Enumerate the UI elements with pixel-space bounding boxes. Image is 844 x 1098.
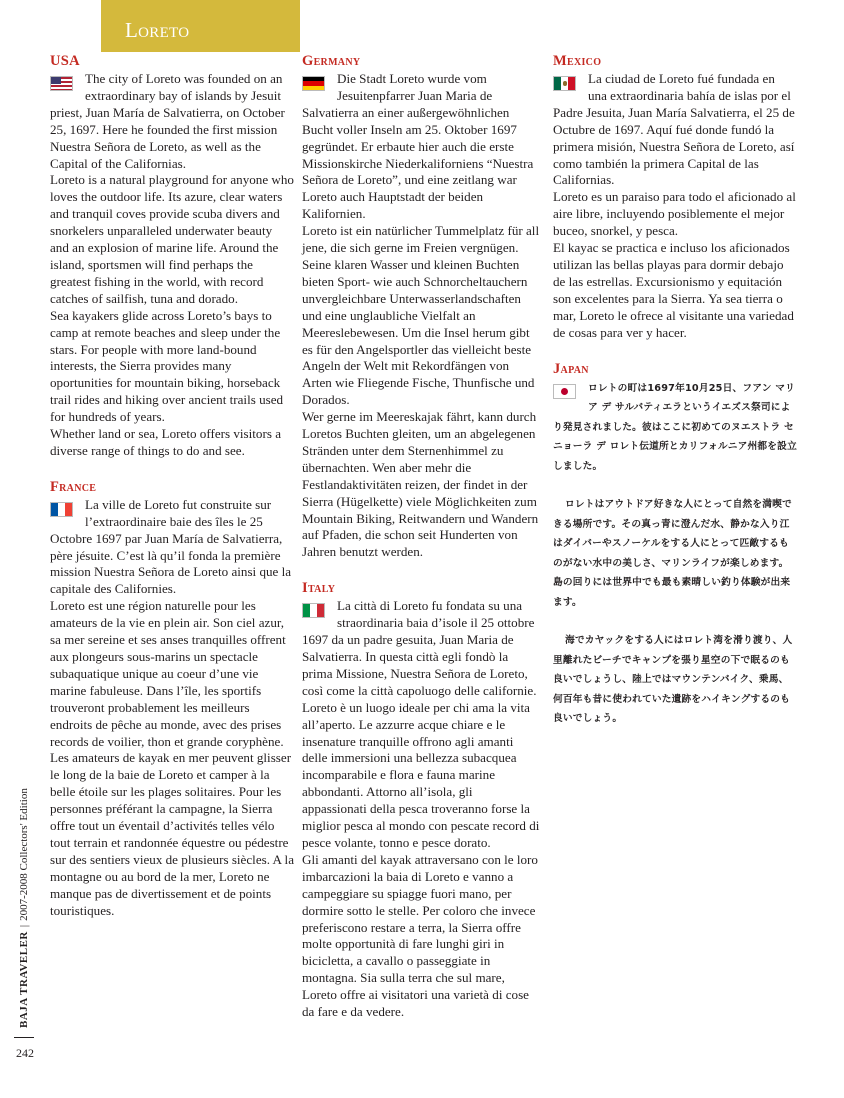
japan-flag-icon bbox=[553, 384, 576, 399]
section-mexico bbox=[553, 52, 797, 342]
magazine-spine bbox=[18, 788, 30, 1028]
germany-flag-icon bbox=[302, 76, 325, 91]
section-italy bbox=[302, 579, 540, 1021]
paragraph: La città di Loreto fu fondata su una straordinaria baia d’isole il 25 ottobre 1697 da un padre gesuita, Juan Maria de Salvatierra. In questa città egli fondò la prima Missione, Nuestra Señora de Loreto, così come la città capoluogo delle californie. bbox=[302, 598, 537, 698]
section-japan bbox=[553, 360, 797, 729]
section-heading-france: France bbox=[50, 478, 97, 495]
france-flag-icon bbox=[50, 502, 73, 517]
paragraph: Sea kayakers glide across Loreto’s bays to camp at remote beaches and sleep under the stars. For people with more land-bound interests, the Sierra provides many oportunities for mountain biking, horseback trail rides and hiking over ancient trails used for hundreds of years. bbox=[50, 307, 284, 425]
paragraph: Loreto ist ein natürlicher Tummelplatz für all jene, die sich gerne im Freien vergnügen. Seine klaren Wasser und kleinen Buchten bieten Sport- wie auch Schnorcheltauchern unvergleichbare Unterwasserlandschaften und eine unglaubliche Vielfalt an Meereslebewesen. Um die Insel herum gibt es für den Angelsportler das vielleicht beste Angeln der Welt mit Rekordfängen von Arten wie Fliegende Fische, Thunfische und Dorados. bbox=[302, 223, 540, 408]
column-right bbox=[553, 52, 797, 747]
section-france bbox=[50, 478, 294, 920]
italy-flag-icon bbox=[302, 603, 325, 618]
us-flag-icon bbox=[50, 76, 73, 91]
paragraph: 海でカヤックをする人にはロレト湾を滑り渡り、人里離れたビーチでキャンプを張り星空の下で眠るのも良いでしょうし、陸上ではマウンテンバイク、乗馬、何百年も昔に使われていた遺跡をハイキングするのも良いでしょう。 bbox=[553, 635, 793, 724]
paragraph: Loreto is a natural playground for anyone who loves the outdoor life. Its azure, clear waters and tranquil coves provide scuba divers and snorkelers unparalleled underwater beauty and an explosion of marine life. Around the island, sportsmen will find perhaps the greatest fishing in the world, with record catches of sailfish, tuna and dorado. bbox=[50, 172, 294, 306]
paragraph: Loreto est une région naturelle pour les amateurs de la vie en plein air. Son ciel azur, sa mer sereine et ses anses tranquilles offrent aux plongeurs sous-marins un spectacle subaquatique unique au coeur d’une vie marine fabuleuse. Dans l’île, les sportifs trouveront probablement les meilleurs endroits de pêche au monde, avec des prises records de voilier, thon et grande coryphène. bbox=[50, 598, 286, 749]
paragraph: La ville de Loreto fut construite sur l’extraordinaire baie des îles le 25 Octobre 1697 par Juan María de Salvatierra, père jésuite. C’est là qu’il fonda la première mission Nuestra Señora de Loreto ainsi que la capitale des Californies. bbox=[50, 496, 292, 597]
section-heading-usa: USA bbox=[50, 53, 80, 69]
paragraph: The city of Loreto was founded on an extraordinary bay of islands by Jesuit priest, Juan María de Salvatierra, on October 25, 1697. Here he founded the first mission Nuestra Señora de Loreto, as well as the Capital of the Californias. bbox=[50, 71, 285, 171]
page-title: Loreto bbox=[125, 18, 190, 42]
section-usa bbox=[50, 52, 294, 460]
paragraph: Whether land or sea, Loreto offers visitors a diverse range of things to do and see. bbox=[50, 426, 282, 458]
paragraph: Loreto è un luogo ideale per chi ama la vita all’aperto. Le azzurre acque chiare e le insenature tranquille offrono agli amanti delle immersioni una bellezza subacquea incomparabile e flora e fauna marine abbondanti. Attorno all’isola, gli appassionati della pesca troveranno forse la miglior pesca al mondo con pescate record di pesce volante, tonno e pesce dorato. bbox=[302, 699, 540, 850]
column-middle bbox=[302, 52, 540, 1039]
spine-divider bbox=[14, 1037, 34, 1038]
paragraph: Gli amanti del kayak attraversano con le loro imbarcazioni la baia di Loreto e vanno a campeggiare su spiagge fuori mano, per dormire sotto le stelle. Per coloro che invece preferiscono restare a terra, la Sierra offre molte opportunità di fare lunghi giri in bicicletta, a cavallo o passeggiate in montagna. Sia sulla terra che sul mare, Loreto offre ai visitatori una varietà di cose da fare e da vedere. bbox=[302, 851, 538, 1020]
page-number: 242 bbox=[16, 1046, 34, 1060]
magazine-name: BAJA TRAVELER bbox=[18, 931, 30, 1028]
title-banner bbox=[101, 0, 300, 52]
paragraph: La ciudad de Loreto fué fundada en una extraordinaria bahía de islas por el Padre Jesuita, Juan María Salvatierra, el 25 de Octubre de 1697. Aquí fué donde fundó la primera misión, Nuestra Señora de Loreto, así como también la primera Capital de las Californias. bbox=[553, 71, 795, 188]
paragraph: Die Stadt Loreto wurde vom Jesuitenpfarrer Juan Maria de Salvatierra an einer außergewöhnlichen Bucht voller Inseln am 25. Oktober 1697 gegründet. Er erbaute hier auch die erste Missionskirche Niederkaliforniens “Nuestra Señora de Loreto”, und eine zeitlang war Loreto auch Hauptstadt der beiden Kalifornien. bbox=[302, 71, 534, 222]
section-germany bbox=[302, 52, 540, 561]
paragraph: Loreto es un paraiso para todo el aficionado al aire libre, incluyendo posiblemente el mejor buceo, snorkel, y pesca. bbox=[553, 189, 796, 239]
paragraph: Wer gerne im Meereskajak fährt, kann durch Loretos Buchten gleiten, um an abgelegenen Stränden unter dem Sternenhimmel zu übernachten. Wen aber mehr die Festlandaktivitäten reizen, der findet in der Sierra (Hügelkette) viele Möglichkeiten zum Mountain Biking, Reitwandern und Wandern auf Pfaden, die schon seit Hunderten von Jahren benutzt werden. bbox=[302, 409, 539, 560]
mexico-flag-icon bbox=[553, 76, 576, 91]
section-heading-japan: Japan bbox=[553, 360, 589, 377]
paragraph: El kayac se practica e incluso los aficionados utilizan las bellas playas para dormir debajo de las estrellas. Excursionismo y equitación son excelentes para la Sierra. Ya sea tierra o mar, Loreto le ofrece al visitante una variedad de cosas para ver y hacer. bbox=[553, 240, 794, 340]
column-left bbox=[50, 52, 294, 938]
spine-separator: | bbox=[18, 924, 30, 928]
section-heading-mexico: Mexico bbox=[553, 53, 602, 69]
section-heading-italy: Italy bbox=[302, 580, 336, 597]
edition-label: 2007-2008 Collectors' Edition bbox=[18, 788, 30, 921]
paragraph: ロレトはアウトドア好きな人にとって自然を満喫できる場所です。その真っ青に澄んだ水、静かな入り江はダイバーやスノーケルをする人にとって匹敵するものがない水中の美しさ、マリンライフが楽しめます。島の回りには世界中でも最も素晴しい釣り体験が出来ます。 bbox=[553, 499, 792, 608]
section-heading-germany: Germany bbox=[302, 53, 361, 69]
paragraph: Les amateurs de kayak en mer peuvent glisser le long de la baie de Loreto et camper à la belle étoile sur les plages solitaires. Pour les personnes préférant la campagne, la Sierra offre tout un éventail d’activités telles vélo tout terrain et randonnée équestre ou pédestre sur des sentiers vieux de plusieurs siècles. A la montagne ou au bord de la mer, Loreto ne manque pas de divertissement et de points touristiques. bbox=[50, 750, 295, 918]
paragraph: ロレトの町は1697年10月25日、フアン マリア デ サルバティエラというイエズス祭司により発見されました。彼はここに初めてのヌエストラ セニョーラ デ ロレト伝道所とカリフォルニア州都を設立しました。 bbox=[553, 382, 797, 472]
